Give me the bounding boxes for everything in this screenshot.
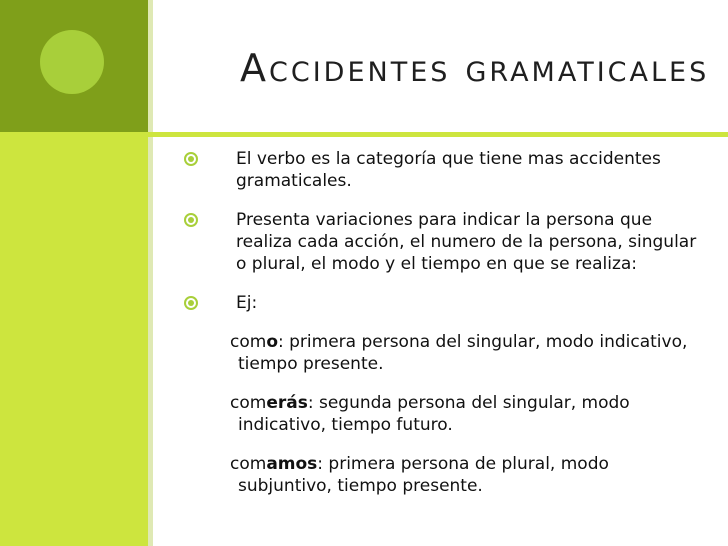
- example-item: [180, 453, 700, 497]
- circle-bullet-icon: [184, 152, 198, 166]
- example-item: [180, 331, 700, 375]
- slide-title: Accidentes gramaticales: [240, 46, 710, 90]
- example-item: [180, 392, 700, 436]
- bullet-text: Ej:: [236, 293, 258, 313]
- circle-decoration-icon: [40, 30, 104, 94]
- verb-stem: com: [230, 393, 267, 413]
- example-description: : primera persona de plural, modo subjuntivo, tiempo presente.: [238, 454, 609, 496]
- verb-ending: erás: [266, 393, 308, 413]
- bullet-item: [180, 292, 700, 314]
- verb-stem: com: [230, 454, 267, 474]
- verb-ending: o: [266, 332, 278, 352]
- bullet-item: [180, 209, 700, 275]
- example-description: : segunda persona del singular, modo indicativo, tiempo futuro.: [238, 393, 630, 435]
- circle-bullet-icon: [184, 296, 198, 310]
- verb-stem: com: [230, 332, 267, 352]
- verb-ending: amos: [266, 454, 318, 474]
- side-bar-bottom: [0, 132, 148, 546]
- example-description: : primera persona del singular, modo indicativo, tiempo presente.: [238, 332, 688, 374]
- circle-bullet-icon: [184, 213, 198, 227]
- bullet-item: [180, 148, 700, 192]
- title-rule: [0, 132, 728, 137]
- bullet-text: El verbo es la categoría que tiene mas accidentes gramaticales.: [236, 149, 661, 191]
- bullet-text: Presenta variaciones para indicar la persona que realiza cada acción, el numero de la persona, singular o plural, el modo y el tiempo en que se realiza:: [236, 210, 697, 274]
- slide-content: [180, 148, 700, 514]
